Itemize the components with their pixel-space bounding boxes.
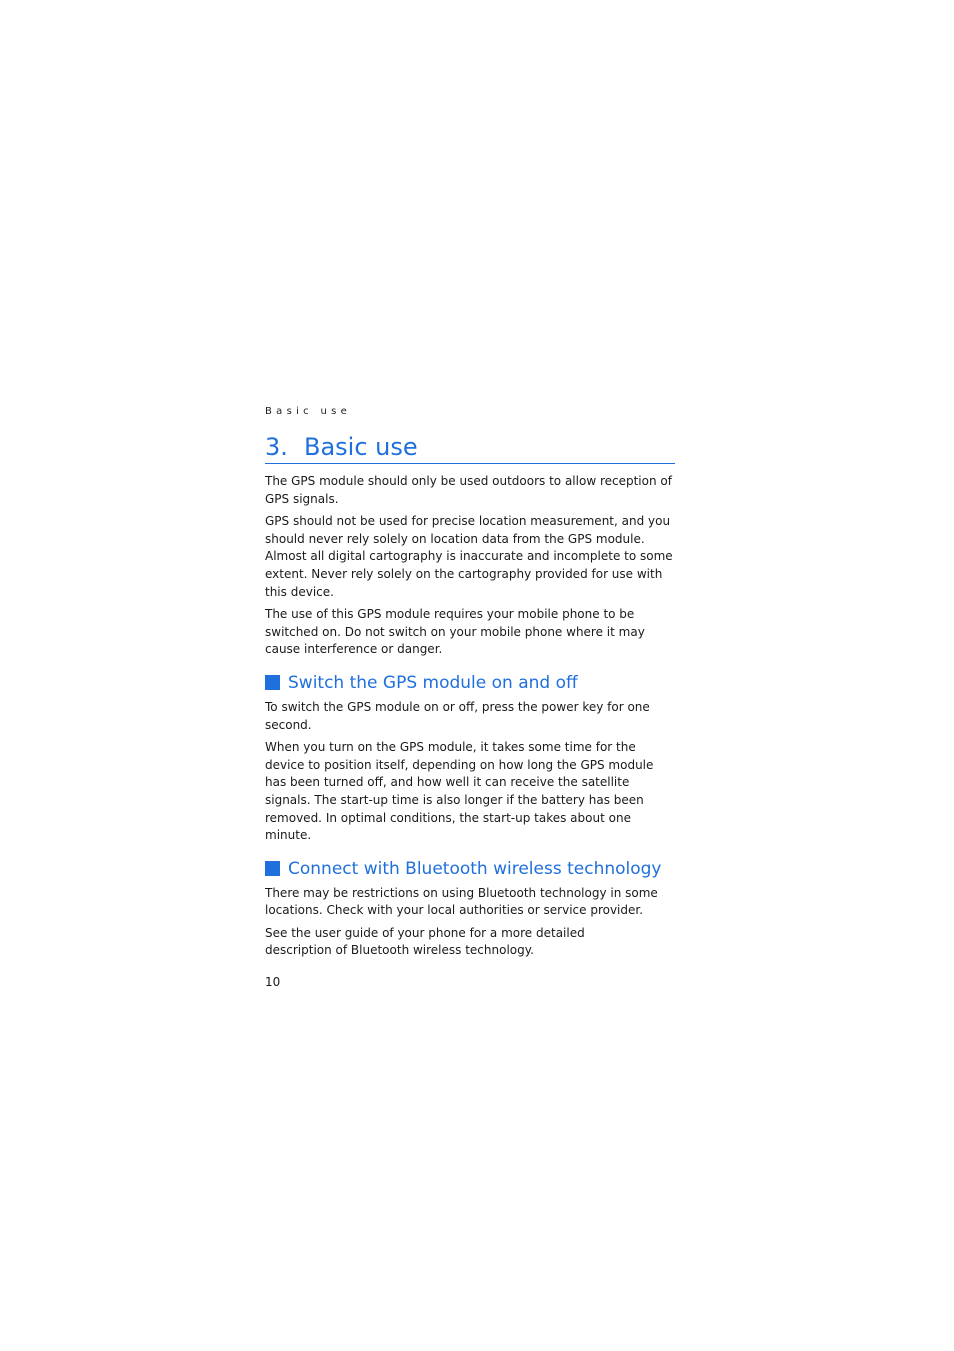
chapter-title-text: Basic use <box>304 433 418 461</box>
section-2-paragraph-1: There may be restrictions on using Bluetooth technology in some locations. Check with your local authorities or service provider. <box>265 885 658 918</box>
section-1-paragraph-2: When you turn on the GPS module, it takes some time for the device to position itself, depending on how long the GPS module has been turned off, and how well it can receive the satellite signals. The start-up time is also longer if the battery has been removed. In optimal conditions, the start-up takes about one minute. <box>265 740 654 843</box>
section-2-paragraph-2: See the user guide of your phone for a more detailed description of Bluetooth wireless technology. <box>265 925 585 958</box>
intro-paragraph-1: The GPS module should only be used outdoors to allow reception of GPS signals. <box>265 474 672 506</box>
document-page <box>265 404 675 990</box>
chapter-title <box>265 432 675 464</box>
intro-paragraph-2: GPS should not be used for precise location measurement, and you should never rely solely on location data from the GPS module. Almost all digital cartography is inaccurate and incomplete to some extent. Never rely solely on the cartography provided for use with this device. <box>265 514 673 599</box>
square-bullet-icon <box>265 861 280 876</box>
chapter-number: 3. <box>265 433 288 461</box>
section-heading-text: Connect with Bluetooth wireless technology <box>288 858 662 879</box>
square-bullet-icon <box>265 675 280 690</box>
section-heading-text: Switch the GPS module on and off <box>288 672 578 693</box>
page-number: 10 <box>265 975 281 990</box>
section-heading-bluetooth <box>265 858 675 880</box>
intro-paragraph-3: The use of this GPS module requires your mobile phone to be switched on. Do not switch on your mobile phone where it may cause interference or danger. <box>265 607 645 657</box>
running-header: Basic use <box>265 406 352 417</box>
section-heading-gps-switch <box>265 672 675 694</box>
section-1-paragraph-1: To switch the GPS module on or off, press the power key for one second. <box>265 699 650 732</box>
